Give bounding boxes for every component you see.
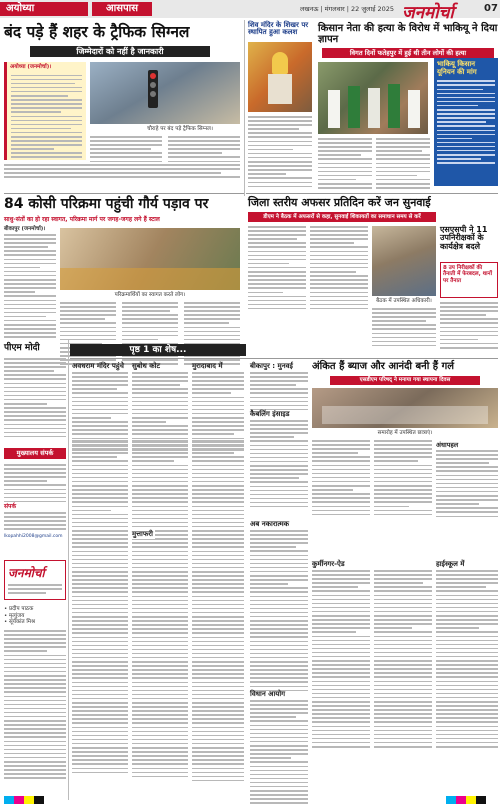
- imprint-note: • सूर्यकांत मिश्र: [4, 619, 36, 626]
- story8-photo-caption: समारोह में उपस्थित छात्राएं।: [377, 430, 433, 436]
- continued-item-3: मुरादाबाद में: [192, 362, 223, 370]
- continued-col1b: [72, 440, 128, 773]
- story4-body-col1: [4, 234, 56, 338]
- story3-subhead: विगत दिनों फतेहपुर में हुई थी तीन लोगों की हत्या: [322, 48, 494, 58]
- imprint-note: • मृत्युंजय: [4, 612, 25, 619]
- parikrama-photo: [60, 228, 240, 290]
- story5-body-col2: [310, 226, 368, 309]
- story5-subhead: डीएम ने बैठक में अफसरों से कहा, सुनवाई शिकायतों का समाधान समय से करें: [248, 212, 436, 222]
- continued-col7: [250, 700, 308, 804]
- story6-subhead: 8 उप निरीक्षकों की तैनाती में फेरबदल, थानों पर तैनात: [443, 265, 492, 284]
- story3-body-col1: [318, 138, 372, 189]
- footer-brand: जनमोर्चा: [8, 566, 45, 580]
- story1-photo-caption: चौराहे पर बंद पड़े ट्रैफिक सिग्नल।: [147, 126, 213, 132]
- print-color-bar: [4, 796, 44, 804]
- section-tab-ayodhya[interactable]: अयोध्या: [0, 2, 88, 16]
- brand-logo-box: [4, 560, 66, 600]
- meeting-photo: [372, 226, 436, 296]
- continued-item-6: अब नकारात्मक: [250, 520, 290, 528]
- divider: [4, 193, 244, 194]
- imprint-note: • प्रदीप पाठक: [4, 606, 34, 612]
- story4-headline: 84 कोसी परिक्रमा पहुंची गौर्य पड़ाव पर: [4, 196, 209, 212]
- kisan-demands-sidebar: [434, 58, 498, 186]
- left-column-body: [4, 358, 66, 437]
- story3-headline: किसान नेता की हत्या के विरोध में भाकियू ने दिया ज्ञापन: [318, 23, 498, 45]
- story5-photo-caption: बैठक में उपस्थित अधिकारी।: [376, 298, 432, 304]
- story5-body-col3: [372, 308, 436, 346]
- continued-item-2: सुबोध कोट: [132, 362, 161, 370]
- print-color-bar: [446, 796, 486, 804]
- left-contact-heading: मुख्यालय संपर्क: [4, 448, 66, 459]
- foundation-day-photo: [312, 388, 498, 428]
- newspaper-brand: जनमोर्चा: [402, 3, 454, 23]
- left-column-headline: पीएम मोदी: [4, 343, 40, 353]
- story8-body-col3: [436, 450, 498, 517]
- contact-email[interactable]: lkopahhi2008@gmail.com: [4, 534, 63, 539]
- continued-item-7: विधान आयोग: [250, 690, 286, 698]
- date-line: लखनऊ | मंगलवार | 22 जुलाई 2025: [300, 5, 395, 13]
- story2-body: [248, 116, 312, 187]
- story8-subhead: एसडीएम परिषद् ने मनाया गया स्थापना दिवस: [330, 376, 480, 385]
- story5-body-col1: [248, 226, 306, 309]
- story2-headline: शिव मंदिर के शिखर पर स्थापित हुआ कलश: [248, 21, 309, 37]
- continued-item-9: हाईस्कूल में: [436, 560, 465, 568]
- contact-label: संपर्क: [4, 503, 17, 510]
- story8-body-col1: [312, 440, 370, 515]
- traffic-signal-photo: [90, 62, 240, 124]
- page-number: 07: [484, 3, 498, 14]
- story8-body-col6: [436, 570, 498, 748]
- column-divider: [68, 340, 69, 800]
- imprint-body: [4, 630, 66, 779]
- sidebar-body: [437, 80, 495, 163]
- continued-col2b: [132, 440, 188, 777]
- continued-item-4: बीकापुर : मुनवई: [250, 362, 293, 370]
- continued-kicker: पृष्ठ 1 का शेष...: [70, 344, 246, 356]
- sidebar-title: भाकियू किसान यूनियन की मांग: [437, 60, 477, 76]
- story8-headline: अंकित हैं ब्याज और आनंदी बनी हैं गर्ल: [312, 361, 455, 372]
- story4-photo-caption: परिक्रमार्थियों का स्वागत करते लोग।: [114, 292, 186, 298]
- story1-subhead: जिम्मेदारों को नहीं है जानकारी: [30, 46, 210, 57]
- story4-dateline: बीकापुर (जनमोर्चा)।: [4, 226, 46, 232]
- story1-headline: बंद पड़े हैं शहर के ट्रैफिक सिग्नल: [4, 23, 190, 41]
- continued-col6: [250, 530, 308, 691]
- continued-col3b: [192, 440, 244, 781]
- continued-item-10: मुत्ताफरी: [132, 530, 153, 538]
- section-tab-aaspaas[interactable]: आसपास: [92, 2, 152, 16]
- story6-body: [440, 302, 498, 349]
- continued-col4: [250, 372, 308, 410]
- story8-side-head: अंधापहल: [436, 441, 459, 449]
- divider: [70, 358, 498, 359]
- continued-item-8: कुर्मीनगर-ऐड: [312, 560, 345, 568]
- contact-lines: [4, 512, 66, 530]
- story1-body-bottom: [4, 164, 240, 178]
- story4-subhead: साधु-संतों का हो रहा स्वागत, परिक्रमा मार्ग पर जगह-जगह लगे हैं स्टाल: [4, 216, 160, 223]
- story1-dateline: अयोध्या (जनमोर्चा)।: [10, 64, 52, 70]
- story5-headline: जिला स्तरीय अफसर प्रतिदिन करें जन सुनवाई: [248, 196, 431, 209]
- story1-lead-text: [7, 73, 86, 160]
- imprint-notes: [4, 606, 66, 626]
- story8-body-col4: [312, 570, 370, 748]
- story8-body-col5: [374, 570, 432, 748]
- story6-headline: एसएसपी ने 11 उपनिरीक्षकों के कार्यक्षेत्र बदले: [440, 225, 488, 251]
- story3-body-col2: [376, 138, 430, 189]
- story1-lead-box: [4, 62, 86, 160]
- continued-item-1: अवधराम मंदिर पहुंचे: [72, 362, 124, 370]
- continued-col5: [250, 420, 308, 507]
- protest-memorandum-photo: [318, 62, 428, 134]
- divider: [246, 193, 498, 194]
- temple-kalash-photo: [248, 42, 312, 112]
- story6-subhead-box: [440, 262, 498, 298]
- left-contact-body: [4, 464, 66, 502]
- story8-body-col2: [374, 440, 432, 515]
- column-divider: [244, 20, 245, 196]
- continued-item-5: कैबलिंग इंसाइड: [250, 410, 290, 418]
